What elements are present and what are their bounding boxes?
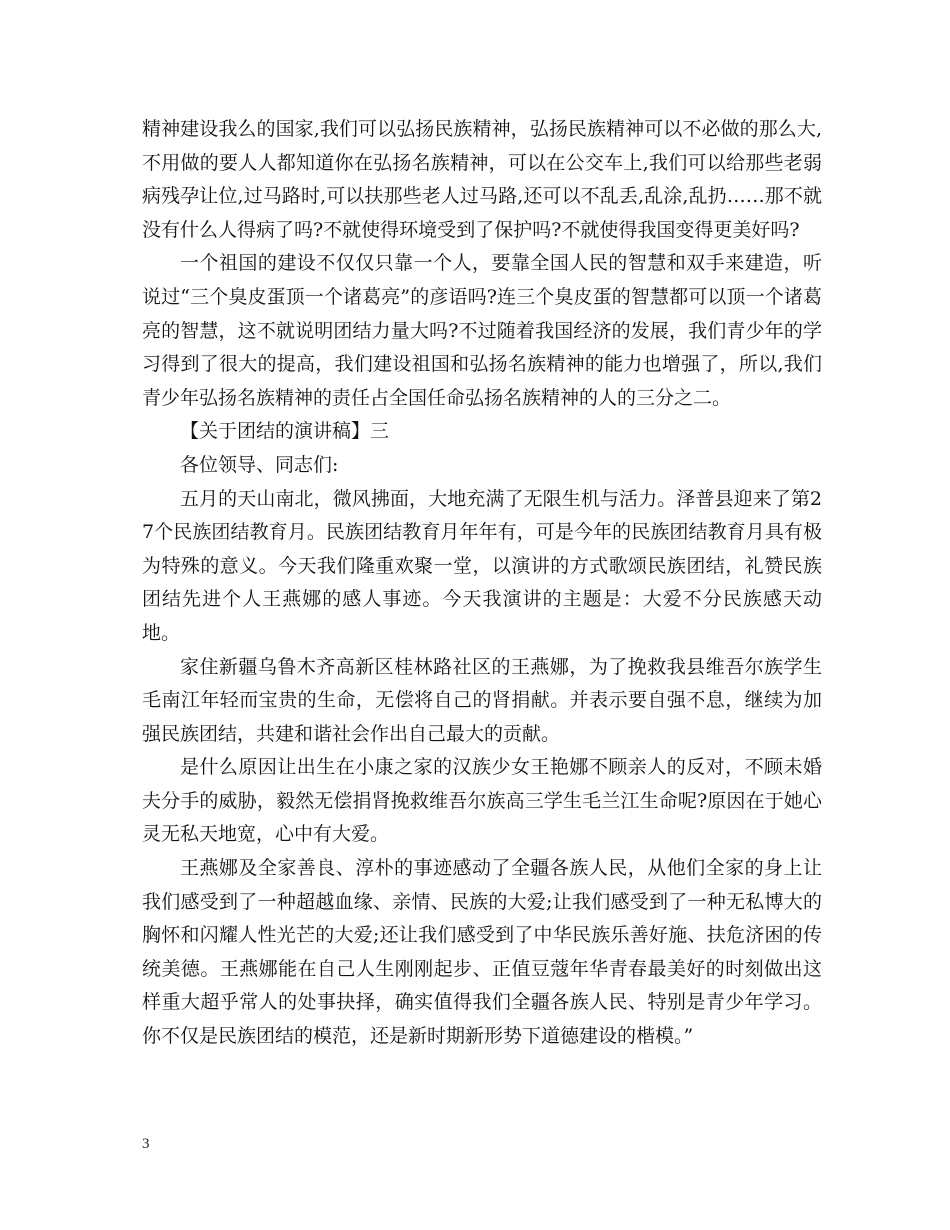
document-body <box>142 113 822 1054</box>
salutation: 各位领导、同志们: <box>180 453 339 476</box>
paragraph-5: 五月的天山南北，微风拂面，大地充满了无限生机与活力。泽普县迎来了第27个民族团结教育月。民族团结教育月年年有，可是今年的民族团结教育月具有极为特殊的意义。今天我们隆重欢聚一堂，以演讲的方式歌颂民族团结，礼赞民族团结先进个人王燕娜的感人事迹。今天我演讲的主题是：大爱不分民族感天动地。 <box>142 487 822 644</box>
section-heading: 【关于团结的演讲稿】三 <box>180 420 390 443</box>
paragraph-7: 是什么原因让出生在小康之家的汉族少女王艳娜不顾亲人的反对，不顾未婚夫分手的威胁，毅然无偿捐肾挽救维吾尔族高三学生毛兰江生命呢?原因在于她心灵无私天地宽，心中有大爱。 <box>142 756 822 846</box>
paragraph-2: 一个祖国的建设不仅仅只靠一个人，要靠全国人民的智慧和双手来建造，听说过“三个臭皮蛋顶一个诸葛亮”的彦语吗?连三个臭皮蛋的智慧都可以顶一个诸葛亮的智慧，这不就说明团结力量大吗?不过随着我国经济的发展，我们青少年的学习得到了很大的提高，我们建设祖国和弘扬名族精神的能力也增强了，所以,我们青少年弘扬名族精神的责任占全国任命弘扬名族精神的人的三分之二。 <box>142 252 822 409</box>
paragraph-6: 家住新疆乌鲁木齐高新区桂林路社区的王燕娜，为了挽救我县维吾尔族学生毛南江年轻而宝贵的生命，无偿将自己的肾捐献。并表示要自强不息，继续为加强民族团结，共建和谐社会作出自己最大的贡献。 <box>142 655 822 745</box>
paragraph-1: 精神建设我么的国家,我们可以弘扬民族精神，弘扬民族精神可以不必做的那么大,不用做的要人人都知道你在弘扬名族精神，可以在公交车上,我们可以给那些老弱病残孕让位,过马路时,可以扶那些老人过马路,还可以不乱丢,乱涂,乱扔……那不就没有什么人得病了吗?不就使得环境受到了保护吗?不就使得我国变得更美好吗? <box>142 118 822 241</box>
page-number: 3 <box>142 1136 150 1152</box>
paragraph-8: 王燕娜及全家善良、淳朴的事迹感动了全疆各族人民，从他们全家的身上让我们感受到了一种超越血缘、亲情、民族的大爱;让我们感受到了一种无私博大的胸怀和闪耀人性光芒的大爱;还让我们感受到了中华民族乐善好施、扶危济困的传统美德。王燕娜能在自己人生刚刚起步、正值豆蔻年华青春最美好的时刻做出这样重大超乎常人的处事抉择，确实值得我们全疆各族人民、特别是青少年学习。你不仅是民族团结的模范，还是新时期新形势下道德建设的楷模。” <box>142 857 822 1048</box>
